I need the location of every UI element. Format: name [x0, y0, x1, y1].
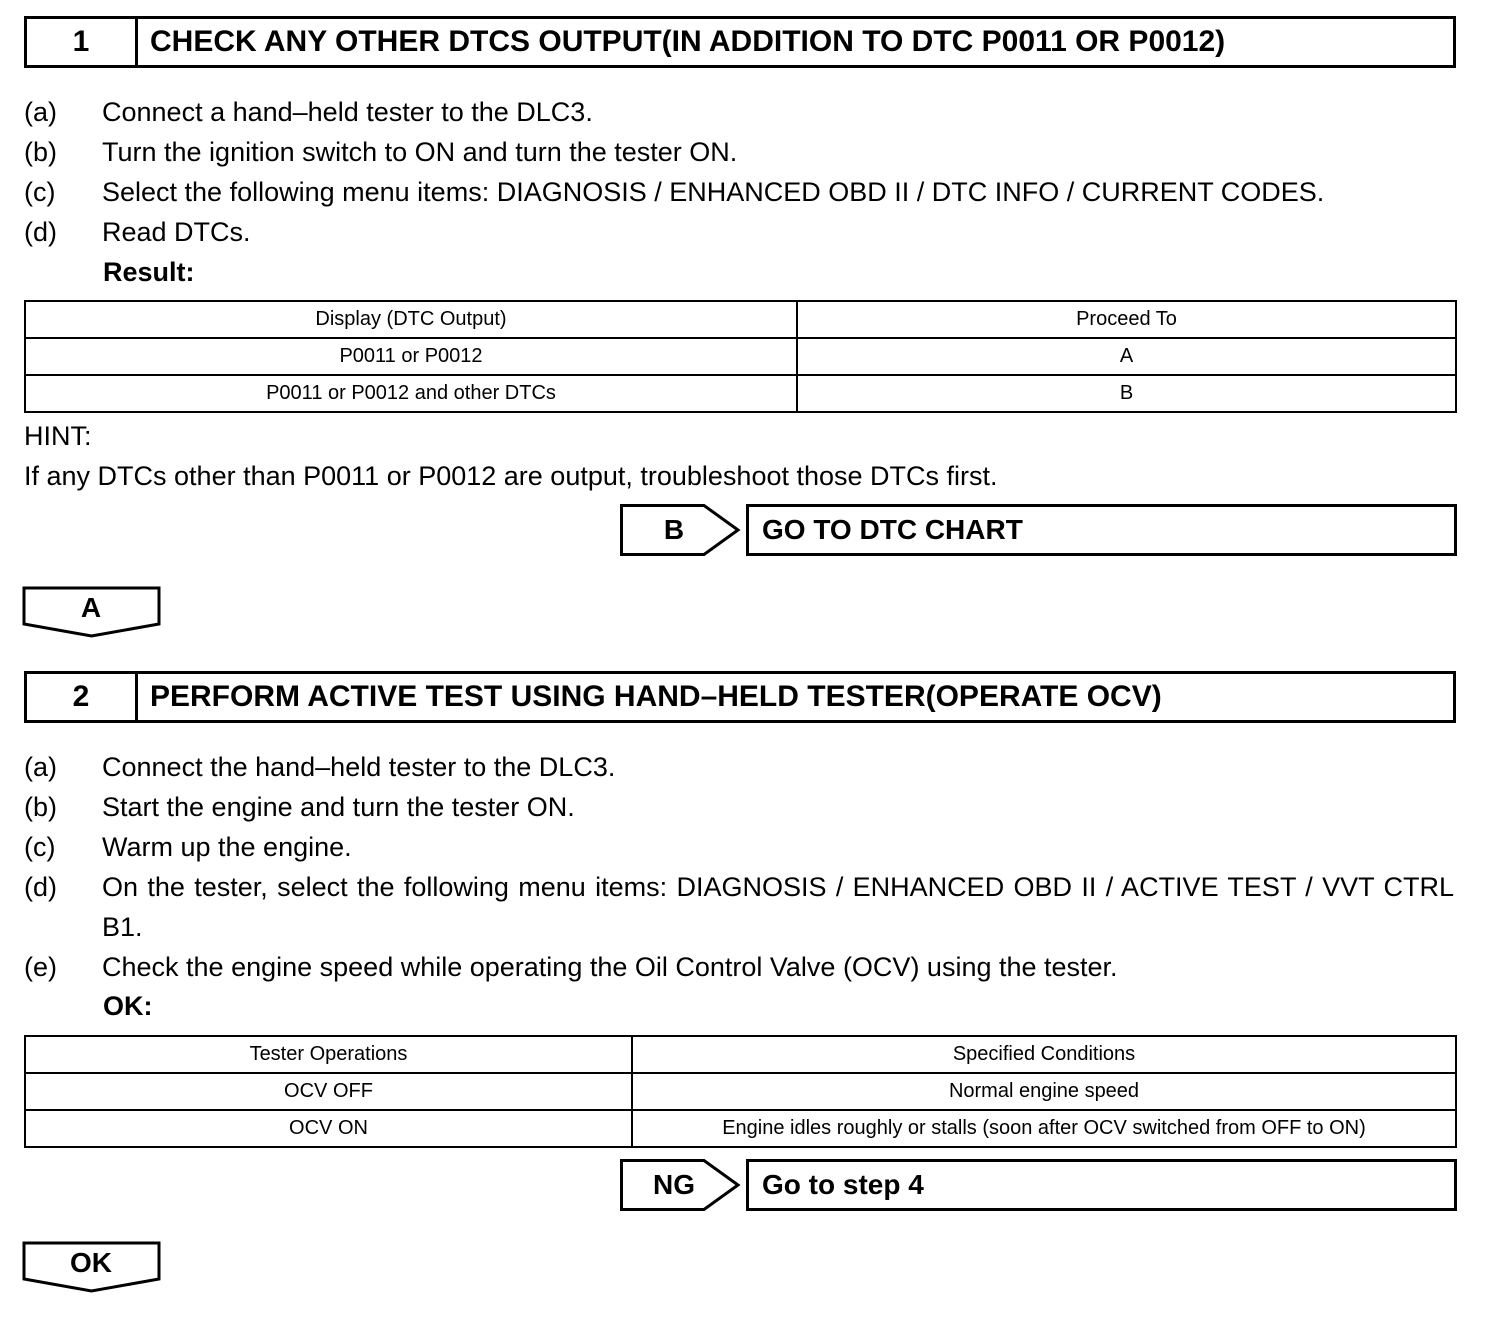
instruction-text: Read DTCs. [102, 217, 251, 247]
table-cell: Engine idles roughly or stalls (soon after OCV switched from OFF to ON) [632, 1110, 1456, 1147]
hint-text: If any DTCs other than P0011 or P0012 are output, troubleshoot those DTCs first. [24, 461, 998, 491]
instruction-letter: (d) [24, 217, 57, 247]
instruction-letter: (c) [24, 832, 56, 862]
instruction-text: Select the following menu items: DIAGNOSIS / ENHANCED OBD II / DTC INFO / CURRENT CODES. [102, 177, 1325, 207]
instruction-item [24, 867, 1464, 947]
continue-tag-label: A [80, 592, 102, 623]
branch-destination[interactable]: Go to step 4 [746, 1159, 1457, 1211]
table-row [25, 375, 1456, 412]
table-cell: B [797, 375, 1456, 412]
instruction-letter: (a) [24, 752, 57, 782]
table-header-cell: Tester Operations [25, 1036, 632, 1073]
step-1-title: CHECK ANY OTHER DTCS OUTPUT(IN ADDITION TO DTC P0011 OR P0012) [150, 25, 1226, 58]
ok-table [24, 1035, 1457, 1148]
instruction-item [24, 132, 1464, 172]
table-cell: P0011 or P0012 and other DTCs [25, 375, 797, 412]
table-row [25, 338, 1456, 375]
instruction-letter: (b) [24, 137, 57, 167]
continue-tag-ok[interactable] [22, 1241, 162, 1293]
table-row [25, 1110, 1456, 1147]
table-header-cell: Specified Conditions [632, 1036, 1456, 1073]
instruction-letter: (e) [24, 952, 57, 982]
table-header-row [25, 301, 1456, 338]
instruction-letter: (c) [24, 177, 56, 207]
instruction-letter: (d) [24, 872, 57, 902]
table-cell: OCV OFF [25, 1073, 632, 1110]
instruction-text: Warm up the engine. [102, 832, 352, 862]
instruction-letter: (b) [24, 792, 57, 822]
table-cell: P0011 or P0012 [25, 338, 797, 375]
instruction-letter: (a) [24, 97, 57, 127]
instruction-item [24, 827, 1464, 867]
instruction-item [24, 747, 1464, 787]
step-1-instructions [24, 92, 1464, 252]
table-row [25, 1073, 1456, 1110]
instruction-text: On the tester, select the following menu items: DIAGNOSIS / ENHANCED OBD II / ACTIVE TEST / VVT CTRL B1. [102, 872, 1454, 942]
step-1-header [24, 16, 1456, 68]
step-2-header [24, 671, 1456, 723]
table-header-cell: Display (DTC Output) [25, 301, 797, 338]
step-1-number: 1 [27, 19, 138, 65]
result-label: Result: [103, 257, 195, 287]
branch-destination[interactable]: GO TO DTC CHART [746, 504, 1457, 556]
instruction-text: Connect the hand–held tester to the DLC3. [102, 752, 616, 782]
table-cell: Normal engine speed [632, 1073, 1456, 1110]
branch-tag-label: NG [653, 1169, 695, 1200]
table-cell: A [797, 338, 1456, 375]
branch-tag-label: B [663, 514, 685, 545]
instruction-text: Start the engine and turn the tester ON. [102, 792, 575, 822]
branch-ng[interactable] [620, 1159, 1457, 1211]
instruction-text: Connect a hand–held tester to the DLC3. [102, 97, 593, 127]
ok-label: OK: [103, 991, 153, 1021]
step-2-instructions [24, 747, 1464, 987]
instruction-item [24, 92, 1464, 132]
instruction-item [24, 787, 1464, 827]
result-table [24, 300, 1457, 413]
branch-b[interactable] [620, 504, 1457, 556]
table-cell: OCV ON [25, 1110, 632, 1147]
continue-tag-a[interactable] [22, 586, 162, 638]
branch-tag[interactable] [620, 1159, 740, 1211]
hint-label: HINT: [24, 421, 92, 451]
instruction-text: Check the engine speed while operating the Oil Control Valve (OCV) using the tester. [102, 952, 1118, 982]
branch-tag[interactable] [620, 504, 740, 556]
instruction-item [24, 172, 1464, 212]
table-header-cell: Proceed To [797, 301, 1456, 338]
instruction-item [24, 947, 1464, 987]
continue-tag-label: OK [70, 1247, 112, 1278]
instruction-item [24, 212, 1464, 252]
step-2-title: PERFORM ACTIVE TEST USING HAND–HELD TESTER(OPERATE OCV) [150, 680, 1162, 713]
instruction-text: Turn the ignition switch to ON and turn the tester ON. [102, 137, 738, 167]
step-2-number: 2 [27, 674, 138, 720]
table-header-row [25, 1036, 1456, 1073]
